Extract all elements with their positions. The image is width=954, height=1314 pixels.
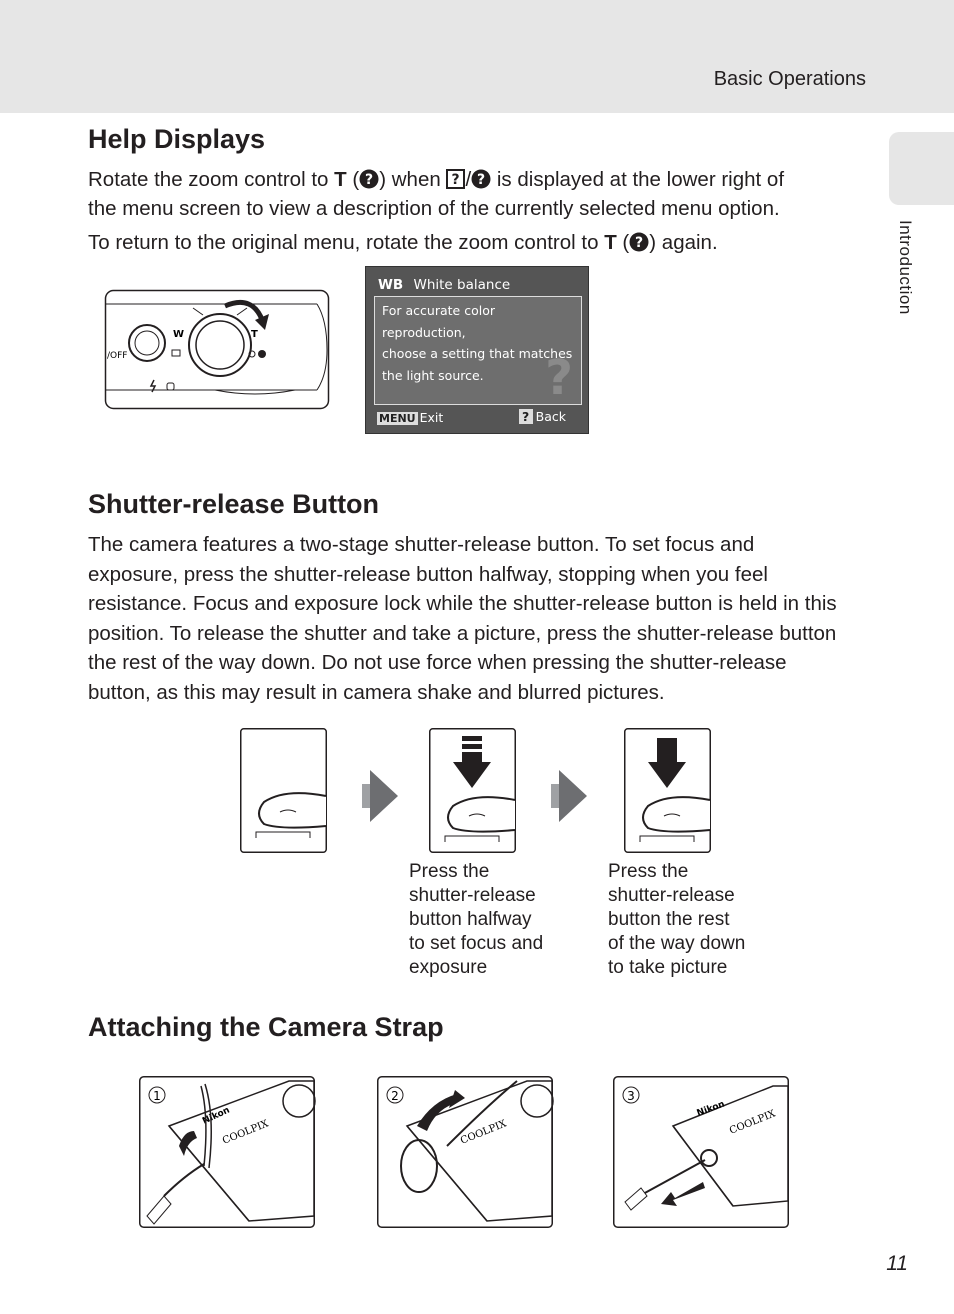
camera-maker-text: Nikon — [695, 1099, 727, 1119]
help-paragraph-1-line-1: Rotate the zoom control to T ( ? ) when ? / ? is displayed at the lower right of — [88, 168, 785, 191]
help-circle-icon — [629, 232, 649, 252]
header-band — [0, 0, 954, 113]
finger-full-press-illustration — [624, 728, 711, 853]
lcd-back — [519, 409, 566, 424]
zoom-w-label: W — [173, 329, 185, 340]
page-number: 11 — [886, 1252, 908, 1275]
shutter-release-body — [88, 530, 837, 707]
next-step-arrow — [551, 770, 587, 822]
help-displays-title: Help Displays — [88, 124, 266, 154]
lcd-title-text: White balance — [413, 277, 511, 293]
tele-t-glyph: T — [334, 168, 347, 191]
camera-brand-text: COOLPIX — [459, 1118, 509, 1147]
help-box-icon — [446, 169, 465, 189]
lcd-back-label: Back — [535, 409, 566, 424]
step-number: 3 — [627, 1089, 635, 1103]
power-label: /OFF — [107, 351, 128, 361]
lcd-help-line: For accurate color reproduction, — [382, 303, 495, 340]
help-paragraph-2: To return to the original menu, rotate the zoom control to T ( ? ) again. — [88, 231, 718, 254]
menu-button-icon: MENU — [379, 412, 416, 425]
help-button-icon: ? — [519, 409, 533, 424]
step-number: 2 — [391, 1089, 399, 1103]
body-line: the rest of the way down. Do not use force when pressing the shutter-release — [88, 651, 787, 674]
white-balance-icon: WB — [378, 277, 404, 293]
camera-brand-text: COOLPIX — [728, 1108, 778, 1137]
camera-zoom-illustration — [105, 290, 329, 410]
strap-step-1-illustration — [139, 1076, 315, 1228]
tele-t-glyph: T — [604, 231, 617, 254]
lcd-exit — [377, 410, 443, 425]
step-number: 1 — [153, 1089, 161, 1103]
shutter-release-title: Shutter-release Button — [88, 489, 380, 519]
section-label: Basic Operations — [713, 68, 866, 90]
lcd-help-screen — [365, 266, 589, 434]
svg-text:?: ? — [477, 172, 486, 188]
strap-step-2-illustration — [377, 1076, 553, 1228]
camera-maker-text: Nikon — [201, 1105, 232, 1127]
side-tab — [889, 132, 954, 205]
svg-text:?: ? — [635, 235, 644, 251]
body-line: exposure, press the shutter-release button halfway, stopping when you feel — [88, 562, 768, 586]
svg-text:?: ? — [451, 172, 461, 188]
finger-rest-illustration — [240, 728, 327, 853]
caption-full-press: Press the shutter-release button the rest of the way down to take picture — [608, 861, 746, 978]
body-line: resistance. Focus and exposure lock while the shutter-release button is held in this — [88, 592, 837, 615]
question-mark-icon: ? — [545, 350, 573, 406]
lcd-help-line: choose a setting that matches — [382, 346, 573, 361]
strap-step-3-illustration — [613, 1076, 789, 1228]
finger-halfway-illustration — [429, 728, 516, 853]
svg-text:?: ? — [365, 172, 374, 188]
body-line: button, as this may result in camera shake and blurred pictures. — [88, 680, 665, 704]
help-paragraph-1-line-2: the menu screen to view a description of the currently selected menu option. — [88, 197, 780, 220]
lcd-help-line: the light source. — [382, 367, 484, 383]
side-tab-label: Introduction — [896, 220, 915, 315]
body-line: The camera features a two-stage shutter-release button. To set focus and — [88, 533, 755, 556]
help-circle-icon — [359, 169, 379, 189]
next-step-arrow — [362, 770, 398, 822]
lcd-title — [378, 277, 510, 293]
zoom-t-label: T — [251, 329, 258, 340]
body-line: position. To release the shutter and take a picture, press the shutter-release button — [88, 621, 837, 645]
lcd-help-panel — [374, 296, 582, 405]
camera-brand-text: COOLPIX — [221, 1118, 271, 1147]
help-circle-icon — [471, 169, 491, 189]
lcd-exit-label: Exit — [419, 410, 444, 425]
camera-strap-title: Attaching the Camera Strap — [88, 1012, 444, 1042]
caption-halfway: Press the shutter-release button halfway to set focus and exposure — [409, 861, 544, 978]
